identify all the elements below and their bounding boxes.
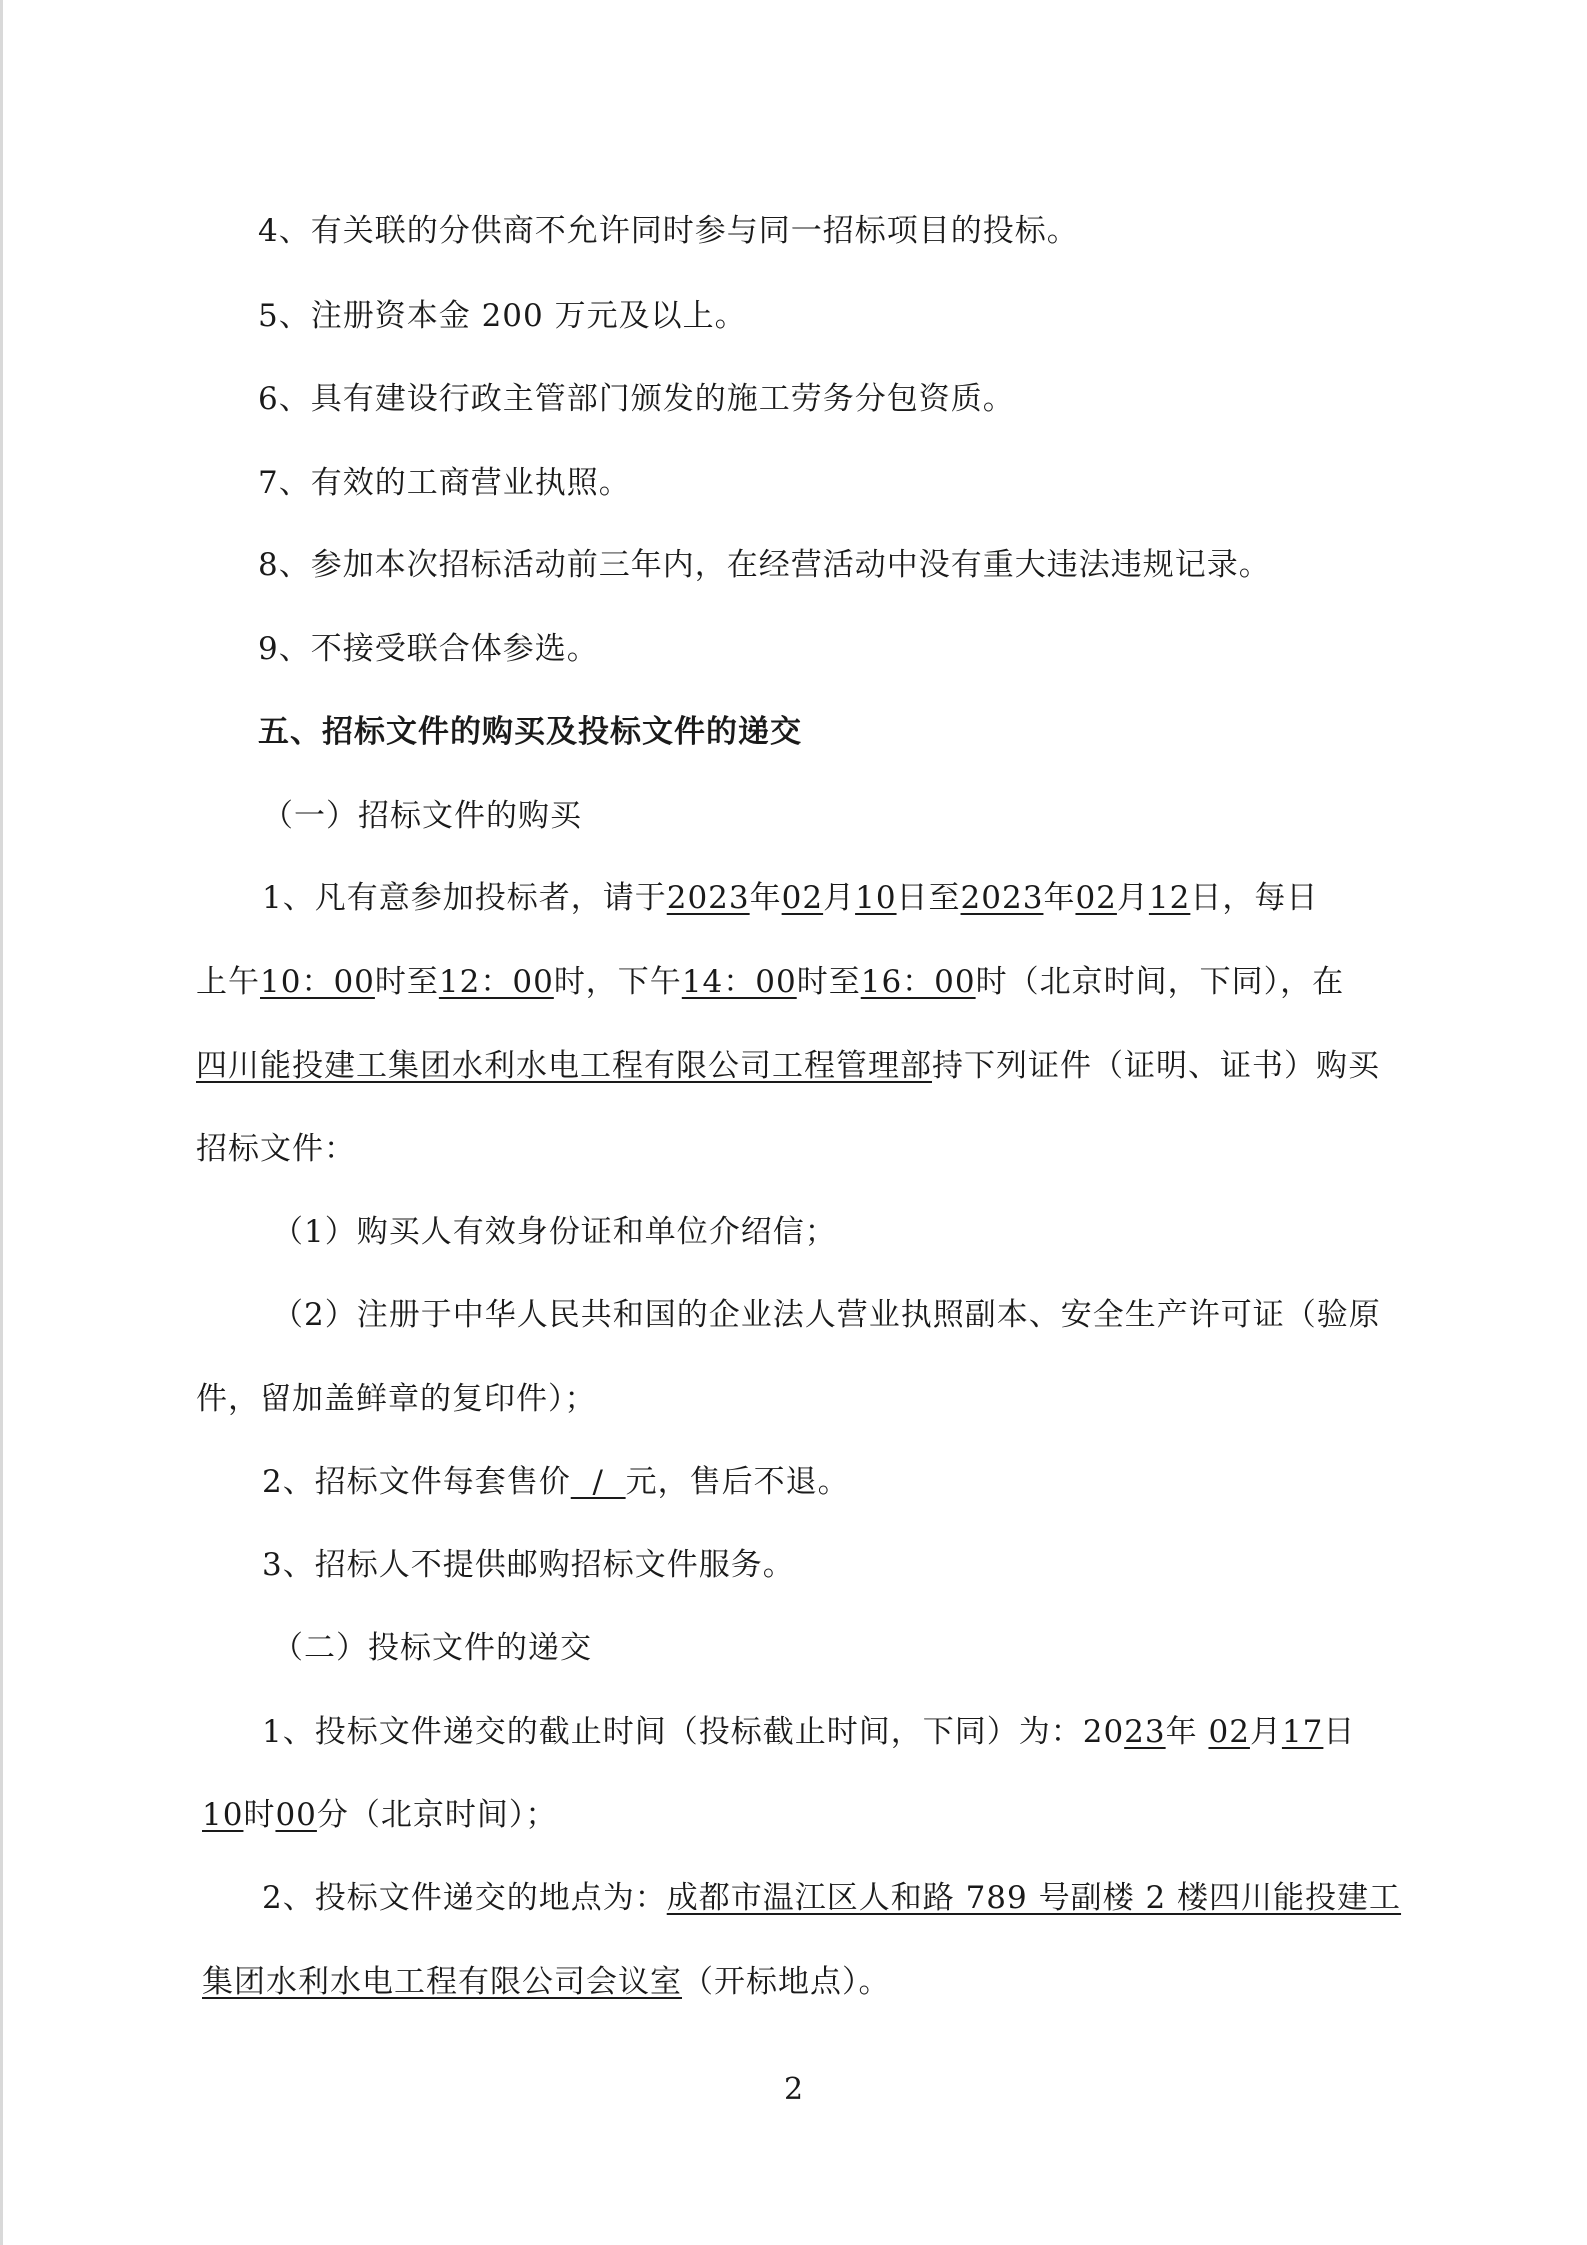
deadline-hour: 10: [202, 1797, 244, 1833]
submission-place-1: 成都市温江区人和路 789 号副楼 2 楼四川能投建工: [666, 1880, 1402, 1916]
text: 月: [1249, 1714, 1282, 1750]
submission-place-line-2: [202, 1962, 891, 2002]
text: 年: [1043, 880, 1076, 916]
text: 年: [1165, 1714, 1198, 1750]
deadline-month: 02: [1208, 1714, 1250, 1750]
text: 时至: [374, 964, 439, 1000]
deadline-time-line: [202, 1795, 557, 1835]
text: 月: [823, 880, 856, 916]
deadline-line: [262, 1712, 1355, 1752]
submission-place-2: 集团水利水电工程有限公司会议室: [202, 1964, 682, 2000]
item-9: 9、不接受联合体参选。: [258, 631, 599, 667]
end-month: 02: [1075, 880, 1117, 916]
text: 时，下午: [553, 964, 682, 1000]
deadline-day: 17: [1281, 1714, 1324, 1750]
am-start: 10：00: [260, 964, 375, 1000]
text: 日，每日: [1190, 880, 1319, 916]
start-day: 10: [855, 880, 897, 916]
text: 日: [1323, 1714, 1356, 1750]
start-month: 02: [781, 880, 824, 916]
price-value: /: [570, 1464, 626, 1500]
item-8: 8、参加本次招标活动前三年内，在经营活动中没有重大违法违规记录。: [258, 547, 1271, 583]
pm-start: 14：00: [681, 964, 797, 1000]
requirement-2b: 件，留加盖鲜章的复印件）；: [196, 1381, 597, 1417]
mail-order-line: 3、招标人不提供邮购招标文件服务。: [262, 1547, 795, 1583]
text: 分（北京时间）；: [316, 1797, 558, 1833]
submission-place-line: [262, 1878, 1401, 1918]
text: （开标地点）。: [682, 1964, 891, 2000]
end-day: 12: [1148, 880, 1191, 916]
subsection-purchase: （一）招标文件的购买: [262, 798, 582, 834]
item-4: 4、有关联的分供商不允许同时参与同一招标项目的投标。: [258, 213, 1079, 249]
start-year: 2023: [666, 880, 750, 916]
text: 年: [749, 880, 782, 916]
purchase-dates-line: [262, 878, 1318, 918]
deadline-year: 23: [1124, 1714, 1166, 1750]
item-7: 7、有效的工商营业执照。: [258, 465, 631, 501]
requirement-2a: （2）注册于中华人民共和国的企业法人营业执照副本、安全生产许可证（验原: [272, 1297, 1381, 1333]
text: 日至: [896, 880, 961, 916]
scan-edge: [0, 0, 3, 2245]
text: 2、投标文件递交的地点为：: [262, 1880, 667, 1916]
text: 元，售后不退。: [625, 1464, 850, 1500]
section-heading: 五、招标文件的购买及投标文件的递交: [258, 714, 802, 750]
purchase-doc-line: 招标文件：: [196, 1131, 356, 1167]
purchase-place: 四川能投建工集团水利水电工程有限公司工程管理部: [196, 1048, 932, 1084]
purchase-place-line: [196, 1046, 1380, 1086]
deadline-minute: 00: [275, 1797, 317, 1833]
text: 时（北京时间，下同），在: [975, 964, 1345, 1000]
text: 1、凡有意参加投标者，请于: [262, 880, 667, 916]
pm-end: 16：00: [860, 964, 976, 1000]
item-5: 5、注册资本金 200 万元及以上。: [258, 298, 747, 334]
item-6: 6、具有建设行政主管部门颁发的施工劳务分包资质。: [258, 381, 1015, 417]
page-number: 2: [783, 2072, 804, 2107]
text: 2、招标文件每套售价: [262, 1464, 571, 1500]
am-end: 12：00: [438, 964, 554, 1000]
text: 持下列证件（证明、证书）购买: [932, 1048, 1380, 1084]
price-line: [262, 1462, 850, 1502]
requirement-1: （1）购买人有效身份证和单位介绍信；: [272, 1214, 837, 1250]
text: 上午: [196, 964, 260, 1000]
text: 时: [243, 1797, 276, 1833]
text: 时至: [796, 964, 861, 1000]
subsection-submission: （二）投标文件的递交: [272, 1630, 592, 1666]
purchase-hours-line: [196, 962, 1344, 1002]
end-year: 2023: [960, 880, 1044, 916]
text: 1、投标文件递交的截止时间（投标截止时间，下同）为：20: [262, 1714, 1125, 1750]
text: 月: [1116, 880, 1149, 916]
